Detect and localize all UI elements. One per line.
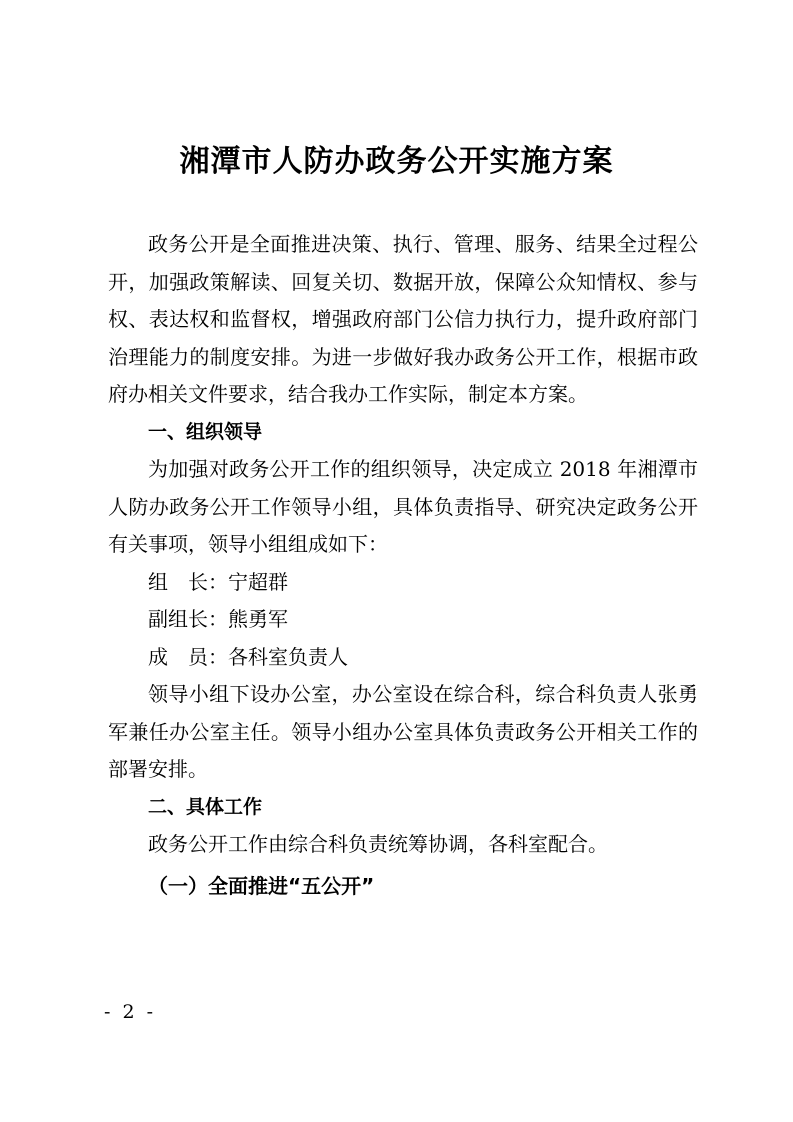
member-deputy-leader: 副组长：熊勇军 (148, 607, 288, 631)
document-body (108, 226, 698, 905)
member-members: 成 员：各科室负责人 (148, 644, 348, 669)
section-heading-organization: 一、组织领导 (148, 420, 263, 443)
sub-heading-five-openness: （一）全面推进“五公开” (148, 873, 375, 898)
page-number: - 2 - (104, 1001, 157, 1023)
member-leader: 组 长：宁超群 (148, 569, 288, 594)
section-heading-work: 二、具体工作 (148, 795, 263, 818)
office-paragraph: 领导小组下设办公室，办公室设在综合科，综合科负责人张勇军兼任办公室主任。领导小组办公室具体负责政务公开相关工作的部署安排。 (108, 682, 698, 781)
work-paragraph: 政务公开工作由综合科负责统筹协调，各科室配合。 (148, 832, 608, 856)
organization-paragraph: 为加强对政务公开工作的组织领导，决定成立 2018 年湘潭市人防办政务公开工作领导小组，具体负责指导、研究决定政务公开有关事项，领导小组组成如下： (108, 457, 698, 556)
document-title: 湘潭市人防办政务公开实施方案 (179, 144, 614, 179)
intro-paragraph: 政务公开是全面推进决策、执行、管理、服务、结果全过程公开，加强政策解读、回复关切、数据开放，保障公众知情权、参与权、表达权和监督权，增强政府部门公信力执行力，提升政府部门治理能力的制度安排。为进一步做好我办政务公开工作，根据市政府办相关文件要求，结合我办工作实际，制定本方案。 (108, 232, 698, 406)
